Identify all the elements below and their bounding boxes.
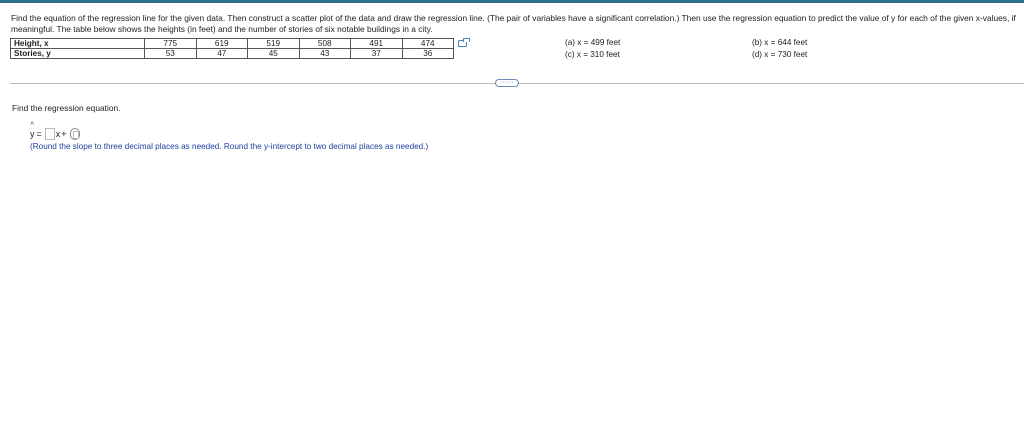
x-variable: x [55,129,61,139]
slope-input[interactable] [45,128,55,140]
question-text: Find the equation of the regression line for the given data. Then construct a scatter plot of the data and draw the regression line. (The pair of variables have a significant correlation.) Then use the regression equation to predict the value of y for each of the given x-values, if meaningful. The table below shows the heights (in feet) and the number of stories of six notable buildings in a city. [11,13,1016,34]
part-prompt: Find the regression equation. [12,103,121,113]
data-table [10,38,454,59]
copy-data-icon[interactable] [458,40,467,47]
stories-cell: 43 [299,49,351,59]
prediction-d: (d) x = 730 feet [752,50,808,59]
rounding-note: (Round the slope to three decimal places as needed. Round the y-intercept to two decimal places as needed.) [30,142,429,151]
prediction-c: (c) x = 310 feet [565,50,620,59]
stories-cell: 47 [196,49,248,59]
plus-sign: + [61,129,67,139]
intercept-input[interactable] [70,128,80,140]
stories-cell: 37 [351,49,403,59]
height-cell: 491 [351,39,403,49]
table-row [11,39,454,49]
y-hat-symbol: ^ y [30,129,35,139]
height-cell: 519 [248,39,300,49]
stories-cell: 53 [145,49,197,59]
top-accent-bar [0,0,1024,3]
height-cell: 619 [196,39,248,49]
equals-sign: = [36,129,42,139]
height-cell: 508 [299,39,351,49]
height-cell: 775 [145,39,197,49]
row-label-stories: Stories, y [11,49,145,59]
regression-equation [30,127,80,141]
height-cell: 474 [402,39,454,49]
stories-cell: 36 [402,49,454,59]
table-row [11,49,454,59]
expand-more-button[interactable]: ····· [495,79,519,87]
stories-cell: 45 [248,49,300,59]
prediction-b: (b) x = 644 feet [752,38,808,47]
row-label-height: Height, x [11,39,145,49]
prediction-a: (a) x = 499 feet [565,38,621,47]
